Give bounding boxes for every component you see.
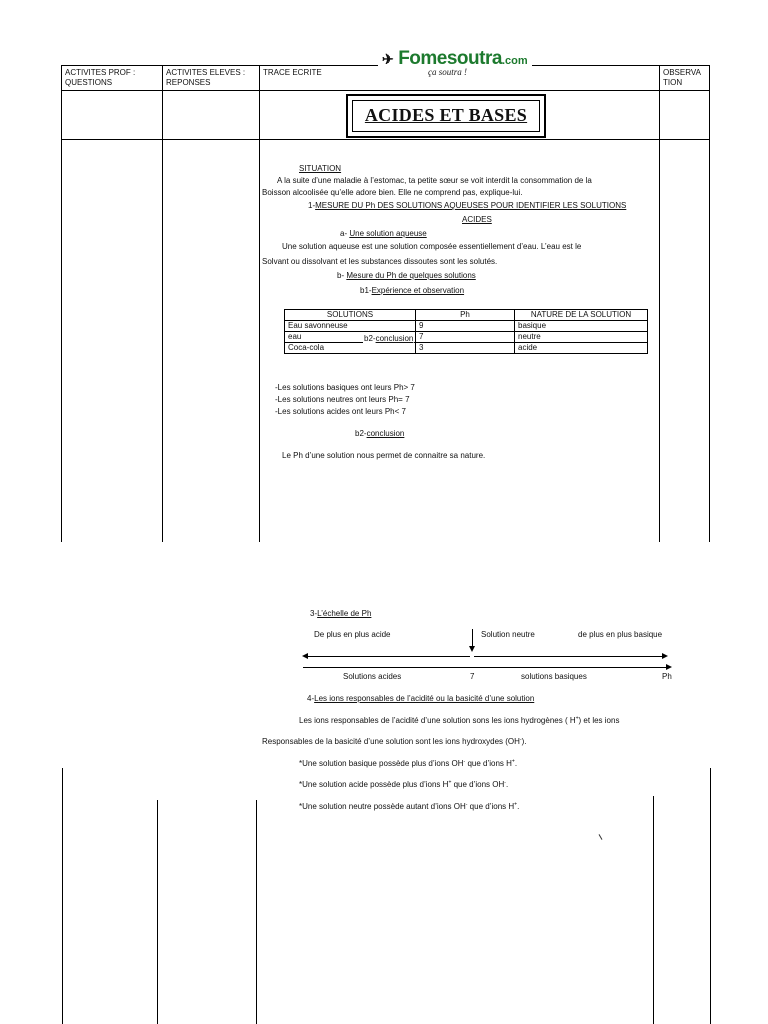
table-header-cell: SOLUTIONS [285, 310, 416, 321]
sub-b1-prefix: b1- [360, 286, 372, 295]
section3-prefix: 3- [310, 609, 318, 618]
table-cell: neutre [515, 332, 648, 343]
table-row [285, 321, 648, 332]
situation-line-2: Boisson alcoolisée qu’elle adore bien. Elle ne comprend pas, explique-lui. [262, 188, 523, 197]
body-line-5 [709, 140, 710, 542]
conclusion-title-text: conclusion [366, 429, 405, 438]
bullet-basic-sup2: + [511, 758, 515, 765]
solutions-table [284, 309, 648, 354]
bullet-neutral-b: que d’ions H [467, 802, 515, 811]
sub-a-line-1: Une solution aqueuse est une solution composée essentiellement d’eau. L’eau est le [282, 242, 582, 251]
bullet-neutral-a: *Une solution neutre possède autant d’ions OH [299, 802, 466, 811]
column-activites-eleves [163, 66, 260, 139]
table-header-cell: Ph [416, 310, 515, 321]
table-row [285, 332, 648, 343]
title-frame [346, 94, 546, 138]
sub-b-title-text: Mesure du Ph de quelques solutions [346, 271, 476, 280]
header-col2: ACTIVITES ELEVES : REPONSES [166, 68, 246, 87]
sub-b1-title-text: Expérience et observation [371, 286, 465, 295]
body-line-2 [162, 140, 163, 542]
bullet-basic-b: que d’ions H [465, 759, 512, 768]
bullet-basic-a: *Une solution basique possède plus d’ions OH [299, 759, 464, 768]
sub-b1-title [360, 286, 464, 296]
h-plus-sup: + [575, 715, 579, 722]
section1-title-part2: ACIDES [462, 215, 492, 224]
section4-line-1-text: Les ions responsables de l’acidité d’une solution sons les ions hydrogènes ( H [299, 716, 576, 725]
section1-prefix: 1- [308, 201, 316, 210]
table-overlay-prefix: b2- [364, 334, 376, 343]
section4-line-2-text: Responsables de la basicité d’une solution sont les ions hydroxydes (OH [262, 737, 520, 746]
table-header-cell: NATURE DE LA SOLUTION [515, 310, 648, 321]
table-cell: basique [515, 321, 648, 332]
table-cell: eau [285, 332, 416, 343]
basic-arrow-head-icon [662, 653, 668, 659]
section1-title [308, 201, 626, 211]
finding-acid: -Les solutions acides ont leurs Ph< 7 [275, 407, 406, 416]
page2-line-2 [157, 800, 158, 1024]
section1-title-part1: MESURE DU Ph DES SOLUTIONS AQUEUSES POUR IDENTIFIER LES SOLUTIONS [315, 201, 627, 210]
conclusion-prefix: b2- [355, 429, 367, 438]
scale-left-label: De plus en plus acide [314, 630, 391, 639]
body-line-3 [259, 140, 260, 542]
section4-line-1-end: ) et les ions [578, 716, 620, 725]
bullet-acid-c: . [505, 780, 509, 789]
bullet-acid [299, 780, 508, 790]
section4-line-2 [262, 737, 526, 747]
bullet-basic-sup1: - [463, 758, 466, 765]
sub-b-title [337, 271, 476, 281]
stray-mark [599, 834, 603, 840]
scale-right-label: de plus en plus basique [578, 630, 663, 639]
header-divider [62, 90, 709, 91]
header-col3: TRACE ECRITE [263, 68, 322, 77]
column-observation [660, 66, 709, 139]
section3-title-text: L’échelle de Ph [317, 609, 372, 618]
acid-arrow-head-icon [302, 653, 308, 659]
column-activites-prof [62, 66, 163, 139]
logo-main-text: Fomesoutra [398, 48, 502, 69]
scale-neutral-label: Solution neutre [481, 630, 535, 639]
bullet-acid-sup2: - [504, 779, 506, 786]
section3-title [310, 609, 371, 619]
section4-title [307, 694, 534, 704]
bullet-acid-a: *Une solution acide possède plus d’ions H [299, 780, 449, 789]
bullet-neutral-sup2: + [514, 801, 518, 808]
bullet-neutral [299, 802, 519, 812]
sub-b-prefix: b- [337, 271, 347, 280]
bullet-acid-b: que d’ions OH [451, 780, 505, 789]
section4-title-text: Les ions responsables de l’acidité ou la basicité d’une solution [314, 694, 535, 703]
sub-a-title [340, 229, 427, 239]
page2-line-1 [62, 768, 63, 1024]
conclusion-text: Le Ph d’une solution nous permet de connaitre sa nature. [282, 451, 486, 460]
scale-seven-label: 7 [470, 672, 475, 681]
conclusion-title [355, 429, 404, 439]
ph-axis-line [303, 667, 667, 668]
table-row [285, 343, 648, 354]
table-overlay-conclusion [363, 334, 414, 344]
table-header-row [285, 310, 648, 321]
table-cell: 3 [416, 343, 515, 354]
neutral-marker-line [472, 629, 473, 647]
situation-heading: SITUATION [299, 164, 342, 173]
finding-neutral: -Les solutions neutres ont leurs Ph= 7 [275, 395, 410, 404]
bullet-neutral-sup1: - [465, 801, 468, 808]
bullet-basic [299, 759, 517, 769]
page-title: ACIDES ET BASES [364, 105, 528, 125]
header-col4: OBSERVA TION [663, 68, 701, 87]
basic-arrow-line [474, 656, 664, 657]
bullet-neutral-c: . [517, 802, 520, 811]
sub-a-prefix: a- [340, 229, 350, 238]
logo-swoosh-icon: ✈ [382, 51, 394, 67]
scale-ph-label: Ph [662, 672, 672, 681]
table-cell: 9 [416, 321, 515, 332]
bullet-acid-sup1: + [448, 779, 452, 786]
section4-line-1 [299, 716, 619, 726]
table-overlay-word: conclusion [375, 334, 414, 343]
sub-a-line-2: Solvant ou dissolvant et les substances dissoutes sont les solutés. [262, 257, 498, 266]
table-cell: acide [515, 343, 648, 354]
neutral-marker-arrow-icon [469, 646, 475, 652]
page2-line-3 [256, 800, 257, 1024]
logo-suffix: .com [501, 55, 528, 67]
section4-prefix: 4- [307, 694, 315, 703]
page2-line-4 [653, 796, 654, 1024]
situation-line-1: A la suite d’une maladie à l’estomac, ta petite sœur se voit interdit la consommation de la [277, 176, 592, 185]
section4-line-2-end: ). [521, 737, 527, 746]
header-col1: ACTIVITES PROF : QUESTIONS [65, 68, 136, 87]
fomesoutra-logo [378, 48, 532, 76]
page2-line-5 [710, 768, 711, 1024]
logo-slogan: ça soutra ! [428, 67, 467, 77]
table-cell: Eau savonneuse [285, 321, 416, 332]
body-line-1 [61, 140, 62, 542]
body-line-4 [659, 140, 660, 542]
ph-axis-arrow-icon [666, 664, 672, 670]
scale-acid-label: Solutions acides [343, 672, 402, 681]
scale-basic-label: solutions basiques [521, 672, 587, 681]
finding-basic: -Les solutions basiques ont leurs Ph> 7 [275, 383, 415, 392]
table-cell: Coca-cola [285, 343, 416, 354]
oh-minus-sup: - [519, 736, 522, 743]
bullet-basic-c: . [514, 759, 518, 768]
acid-arrow-line [306, 656, 470, 657]
sub-a-title-text: Une solution aqueuse [349, 229, 427, 238]
table-cell: 7 [416, 332, 515, 343]
